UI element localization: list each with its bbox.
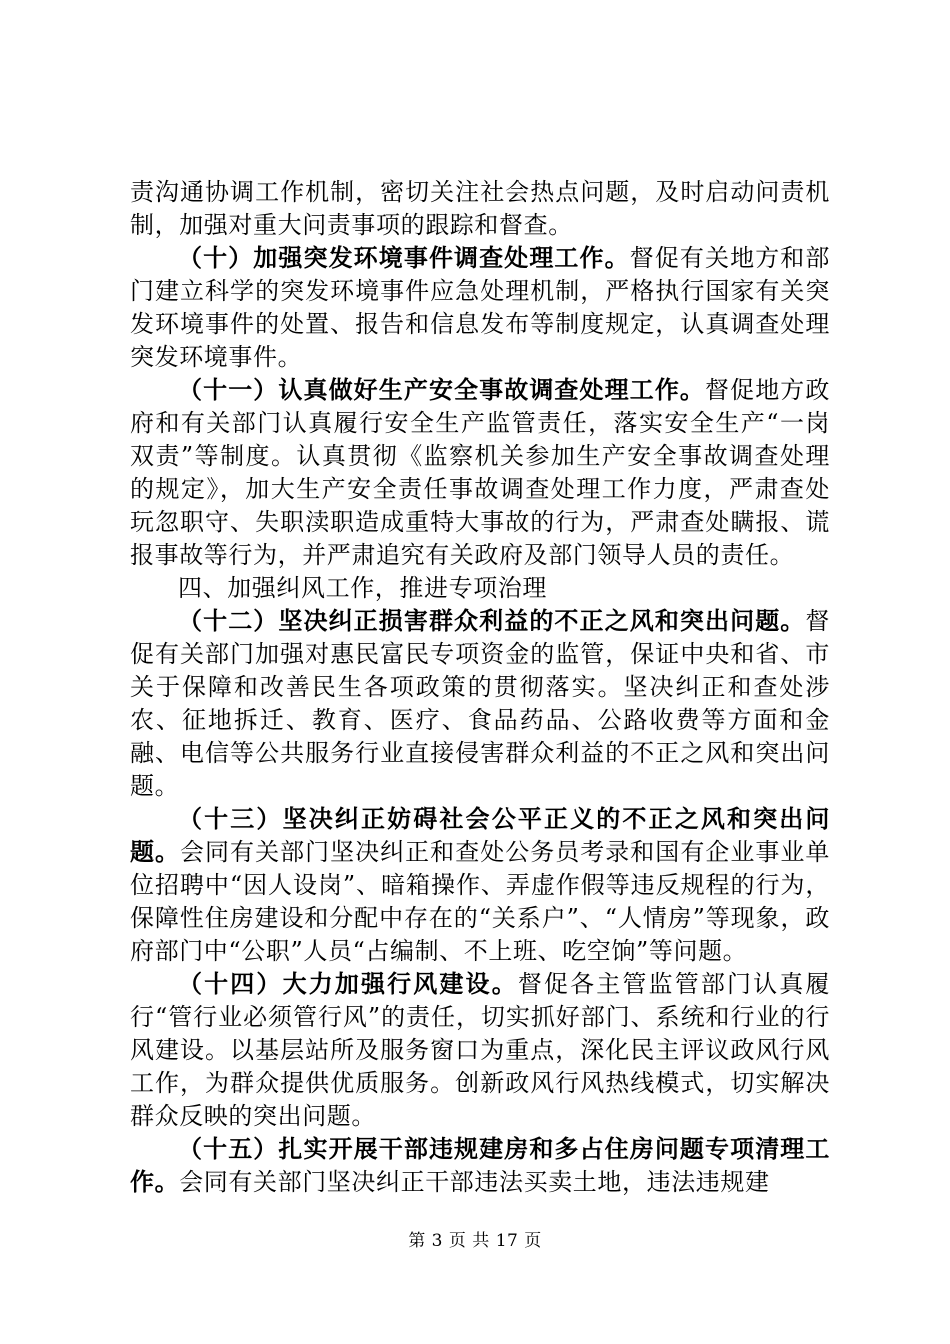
section-heading: （十四）大力加强行风建设。 (178, 970, 518, 998)
section-heading: （十一）认真做好生产安全事故调查处理工作。 (178, 376, 706, 404)
paragraph-text: 督促各主管监管部门认真履行“管行业必须管行风”的责任，切实抓好部门、系统和行业的行风建设。以基层站所及服务窗口为重点，深化民主评议政风行风工作，为群众提供优质服务。创新政风行风热线模式，切实解决群众反映的突出问题。 (130, 970, 830, 1130)
paragraph-section-14 (130, 968, 830, 1133)
section-heading: （十二）坚决纠正损害群众利益的不正之风和突出问题。 (178, 607, 806, 635)
paragraph-text: 会同有关部门坚决纠正干部违法买卖土地，违法违规建 (179, 1168, 770, 1196)
paragraph-text: 责沟通协调工作机制，密切关注社会热点问题，及时启动问责机制，加强对重大问责事项的跟踪和督查。 (130, 178, 830, 239)
page-footer (0, 1226, 950, 1251)
section-heading: （十三）坚决纠正妨碍社会公平正义的不正之风和突出问题。 (130, 805, 830, 866)
paragraph-text: 督促有关部门加强对惠民富民专项资金的监管，保证中央和省、市关于保障和改善民生各项政策的贯彻落实。坚决纠正和查处涉农、征地拆迁、教育、医疗、食品药品、公路收费等方面和金融、电信等公共服务行业直接侵害群众利益的不正之风和突出问题。 (130, 607, 830, 800)
paragraph-section-11 (130, 374, 830, 572)
chapter-heading (130, 572, 830, 605)
section-heading: （十）加强突发环境事件调查处理工作。 (178, 244, 630, 272)
chapter-heading-text: 四、加强纠风工作，推进专项治理 (178, 574, 547, 602)
paragraph-text: 会同有关部门坚决纠正和查处公务员考录和国有企业事业单位招聘中“因人设岗”、暗箱操作、弄虚作假等违反规程的行为，保障性住房建设和分配中存在的“关系户”、“人情房”等现象，政府部门中“公职”人员“占编制、不上班、吃空饷”等问题。 (130, 838, 830, 965)
document-body (130, 176, 830, 1199)
paragraph-section-13 (130, 803, 830, 968)
paragraph-section-15 (130, 1133, 830, 1199)
section-heading: （十五）扎实开展干部违规建房和多占住房问题专项清理工作。 (130, 1135, 830, 1196)
page-number: 第 3 页 共 17 页 (408, 1231, 542, 1251)
paragraph-text: 督促有关地方和部门建立科学的突发环境事件应急处理机制，严格执行国家有关突发环境事件的处置、报告和信息发布等制度规定，认真调查处理突发环境事件。 (130, 244, 830, 371)
paragraph-section-12 (130, 605, 830, 803)
paragraph-continuation (130, 176, 830, 242)
paragraph-section-10 (130, 242, 830, 374)
paragraph-text: 督促地方政府和有关部门认真履行安全生产监管责任，落实安全生产“一岗双责”等制度。认真贯彻《监察机关参加生产安全事故调查处理的规定》，加大生产安全责任事故调查处理工作力度，严肃查处玩忽职守、失职渎职造成重特大事故的行为，严肃查处瞒报、谎报事故等行为，并严肃追究有关政府及部门领导人员的责任。 (130, 376, 830, 569)
